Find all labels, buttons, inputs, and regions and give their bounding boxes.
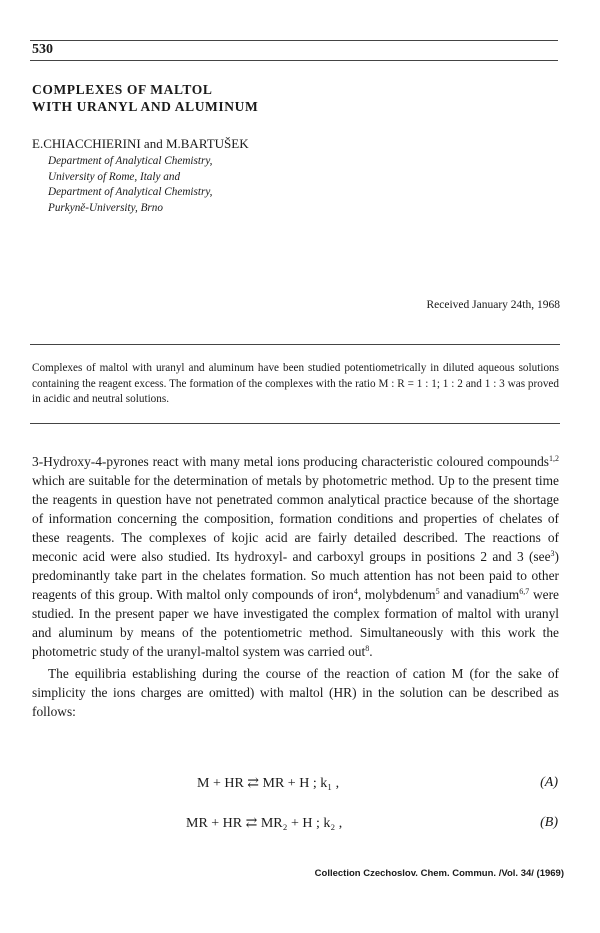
abstract-bottom-rule bbox=[30, 423, 560, 424]
affiliation-line: Purkyně-University, Brno bbox=[48, 201, 163, 214]
text-run: , molybdenum bbox=[357, 587, 436, 602]
equation-label: (B) bbox=[540, 815, 558, 830]
equation-b bbox=[0, 815, 600, 835]
title-line-2: WITH URANYL AND ALUMINUM bbox=[32, 99, 259, 114]
page-number: 530 bbox=[32, 42, 53, 57]
abstract-top-rule bbox=[30, 344, 560, 345]
journal-footer: Collection Czechoslov. Chem. Commun. /Vol. 34/ (1969) bbox=[314, 868, 564, 879]
reference-superscript: 1,2 bbox=[549, 454, 559, 463]
affiliation-line: University of Rome, Italy and bbox=[48, 170, 181, 183]
body-text bbox=[32, 452, 559, 724]
reference-superscript: 5 bbox=[435, 587, 440, 596]
equation-label: (A) bbox=[540, 775, 558, 790]
received-date: Received January 24th, 1968 bbox=[426, 299, 560, 311]
affiliation-line: Department of Analytical Chemistry, bbox=[48, 186, 213, 198]
text-run: were studied. In the present paper we have investigated the complex formation of maltol with uranyl and aluminum by means of the potentiometric method. Simultaneously with this work the photometric study of the uranyl-maltol system was carried out bbox=[32, 587, 559, 659]
text-run: 3-Hydroxy-4-pyrones react with many metal ions producing characteristic coloured compounds bbox=[32, 454, 549, 469]
title-line-1: COMPLEXES OF MALTOL bbox=[32, 82, 213, 97]
reference-superscript: 4 bbox=[353, 587, 358, 596]
header-rule-lower bbox=[30, 60, 558, 61]
equation-a bbox=[0, 775, 600, 795]
reference-superscript: 6,7 bbox=[519, 587, 530, 596]
paragraph-1 bbox=[32, 452, 559, 661]
reference-superscript: 3 bbox=[550, 549, 555, 558]
text-run: ) predominantly take part in the chelates formation. So much attention has not been paid to other reagents of this group. With maltol only compounds of iron bbox=[32, 549, 559, 602]
reference-superscript: 8 bbox=[365, 644, 370, 653]
article-title bbox=[32, 81, 258, 115]
equation-text: M + HR ⇄ MR + H ; k₁ , bbox=[197, 776, 340, 791]
affiliation-line: Department of Analytical Chemistry, bbox=[48, 155, 213, 167]
text-run: . bbox=[369, 644, 373, 659]
text-run: and vanadium bbox=[439, 587, 520, 602]
header-rule bbox=[30, 40, 558, 41]
equation-text: MR + HR ⇄ MR₂ + H ; k₂ , bbox=[186, 816, 343, 831]
paragraph-2: The equilibria establishing during the course of the reaction of cation M (for the sake of simplicity the ions charges are omitted) with maltol (HR) in the solution can be described as follows: bbox=[32, 666, 559, 719]
abstract: Complexes of maltol with uranyl and aluminum have been studied potentiometrically in diluted aqueous solutions containing the reagent excess. The formation of the complexes with the ratio M : R = 1 : 1; 1 : 2 and 1 : 3 was proved in acidic and neutral solutions. bbox=[32, 362, 559, 405]
text-run: which are suitable for the determination of metals by photometric method. Up to the present time the reagents in question have not penetrated common analytical practice because of the shortage of information concerning the composition, formation conditions and properties of chelates of these reagents. The complexes of kojic acid are fairly detailed described. The reactions of meconic acid were also studied. Its hydroxyl- and carboxyl groups in positions 2 and 3 (see bbox=[32, 473, 559, 564]
affiliations bbox=[48, 154, 212, 216]
authors: E.CHIACCHIERINI and M.BARTUŠEK bbox=[32, 136, 249, 151]
